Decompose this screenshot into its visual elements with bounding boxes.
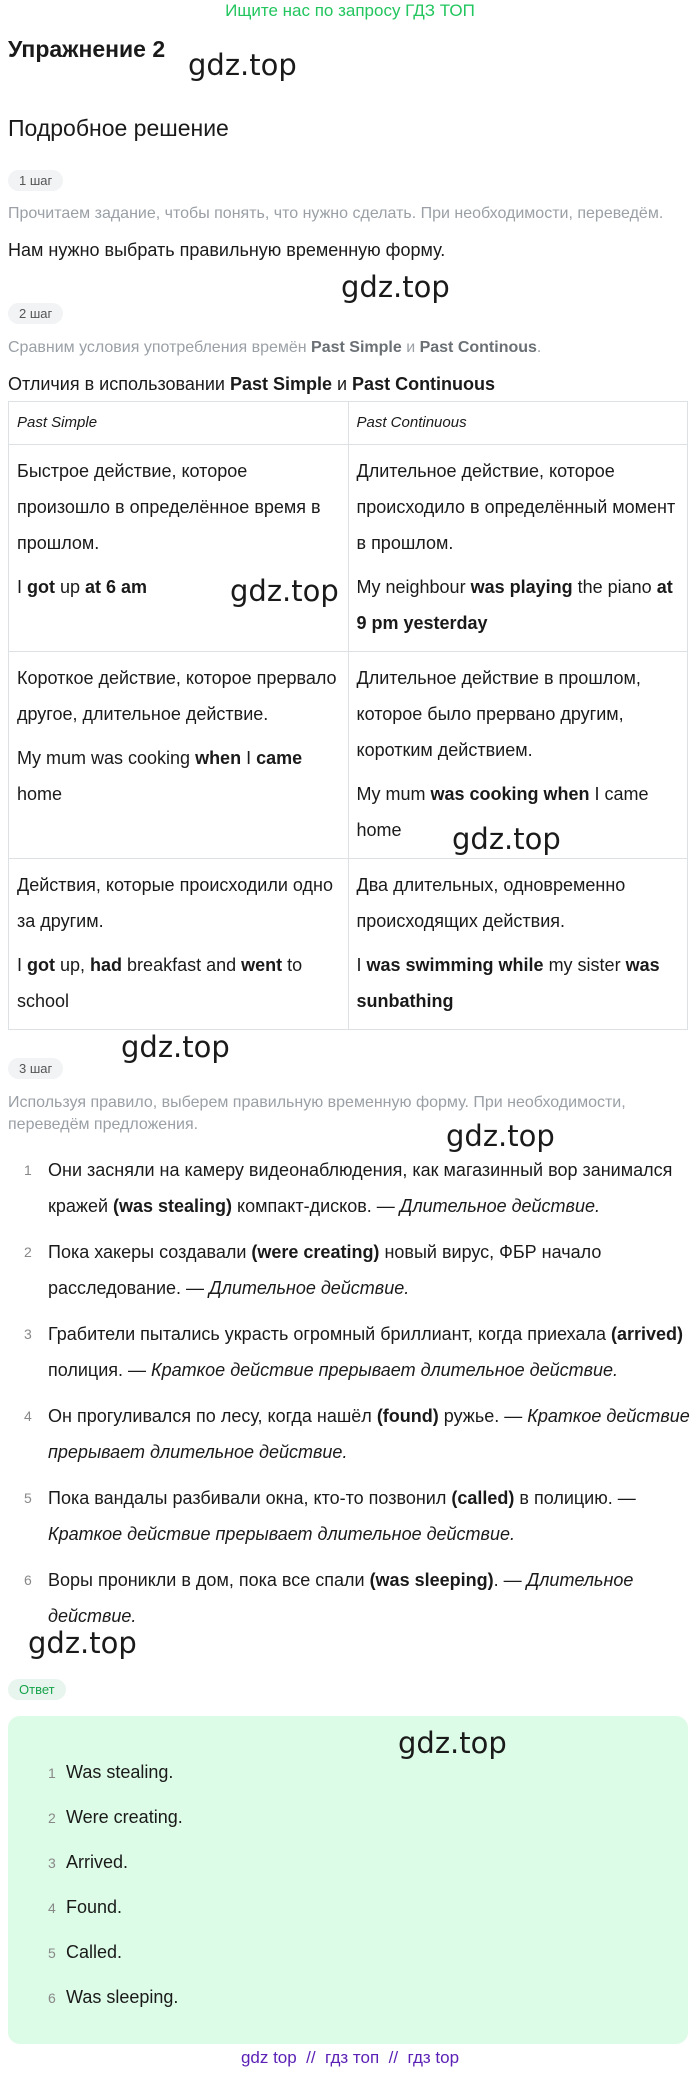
answer-item: 6 Was sleeping. — [48, 1987, 179, 2007]
tense-comparison-table — [8, 401, 688, 1030]
watermark: gdz.top — [121, 1030, 230, 1064]
watermark: gdz.top — [341, 270, 450, 304]
table-row — [9, 859, 688, 1030]
answer-item: 5 Called. — [48, 1942, 123, 1962]
solution-heading: Подробное решение — [8, 115, 229, 141]
step-badge: 2 шаг — [8, 303, 63, 324]
step-hint: Прочитаем задание, чтобы понять, что нужно сделать. При необходимости, переведём. — [8, 205, 664, 222]
list-item: 2 Пока хакеры создавали (were creating) новый вирус, ФБР начало расследование. — Длительное действие. — [24, 1242, 602, 1298]
list-item: 6 Воры проникли в дом, пока все спали (was sleeping). — Длительное действие. — [24, 1570, 634, 1626]
table-cell: Два длительных, одновременно происходящих действия. I was swimming while my sister was sunbathing — [348, 859, 688, 1030]
list-item: 1 Они засняли на камеру видеонаблюдения, как магазинный вор занимался кражей (was stealing) компакт-дисков. — Длительное действие. — [24, 1160, 673, 1216]
comparison-caption: Отличия в использовании Past Simple и Past Continuous — [8, 374, 496, 394]
answer-item: 1 Was stealing. — [48, 1762, 174, 1782]
list-item: 4 Он прогуливался по лесу, когда нашёл (found) ружье. — Краткое действие прерывает длительное действие. — [24, 1406, 690, 1462]
answer-item: 2 Were creating. — [48, 1807, 183, 1827]
list-item: 3 Грабители пытались украсть огромный бриллиант, когда приехала (arrived) полиция. — Краткое действие прерывает длительное действие. — [24, 1324, 684, 1380]
table-row — [9, 445, 688, 652]
answer-item: 3 Arrived. — [48, 1852, 129, 1872]
watermark: gdz.top — [452, 822, 561, 856]
list-item: 5 Пока вандалы разбивали окна, кто-то позвонил (called) в полицию. — Краткое действие прерывает длительное действие. — [24, 1488, 636, 1544]
table-cell: Длительное действие в прошлом, которое было прервано другим, коротким действием. My mum was cooking when I came home — [348, 652, 688, 859]
answer-badge: Ответ — [8, 1679, 66, 1700]
watermark: gdz.top — [230, 574, 339, 608]
step-text: Нам нужно выбрать правильную временную форму. — [8, 240, 446, 260]
step-hint: Используя правило, выберем правильную временную форму. При необходимости, переведём предложения. — [8, 1094, 626, 1133]
sentence-list — [24, 1152, 694, 1644]
answer-box — [8, 1716, 688, 2044]
table-cell: Действия, которые происходили одно за другим. I got up, had breakfast and went to school — [9, 859, 349, 1030]
page-title: Упражнение 2 — [8, 36, 166, 62]
table-header-past-simple: Past Simple — [9, 402, 349, 445]
table-cell: Длительное действие, которое происходило в определённый момент в прошлом. My neighbour was playing the piano at 9 pm yesterday — [348, 445, 688, 652]
watermark: gdz.top — [28, 1626, 137, 1660]
promo-banner[interactable]: Ищите нас по запросу ГДЗ ТОП — [225, 1, 475, 20]
footer-links[interactable]: gdz top // гдз топ // гдз top — [240, 2048, 460, 2067]
table-row — [9, 652, 688, 859]
answer-item: 4 Found. — [48, 1897, 123, 1917]
watermark: gdz.top — [446, 1119, 555, 1153]
step-badge: 1 шаг — [8, 170, 63, 191]
watermark: gdz.top — [398, 1726, 507, 1760]
table-cell: Короткое действие, которое прервало другое, длительное действие. My mum was cooking when I came home — [9, 652, 349, 859]
table-cell: Быстрое действие, которое произошло в определённое время в прошлом. I got up at 6 am — [9, 445, 349, 652]
watermark: gdz.top — [188, 48, 297, 82]
step-hint: Сравним условия употребления времён Past Simple и Past Continous. — [8, 339, 542, 356]
table-header-past-continuous: Past Continuous — [348, 402, 688, 445]
step-badge: 3 шаг — [8, 1058, 63, 1079]
